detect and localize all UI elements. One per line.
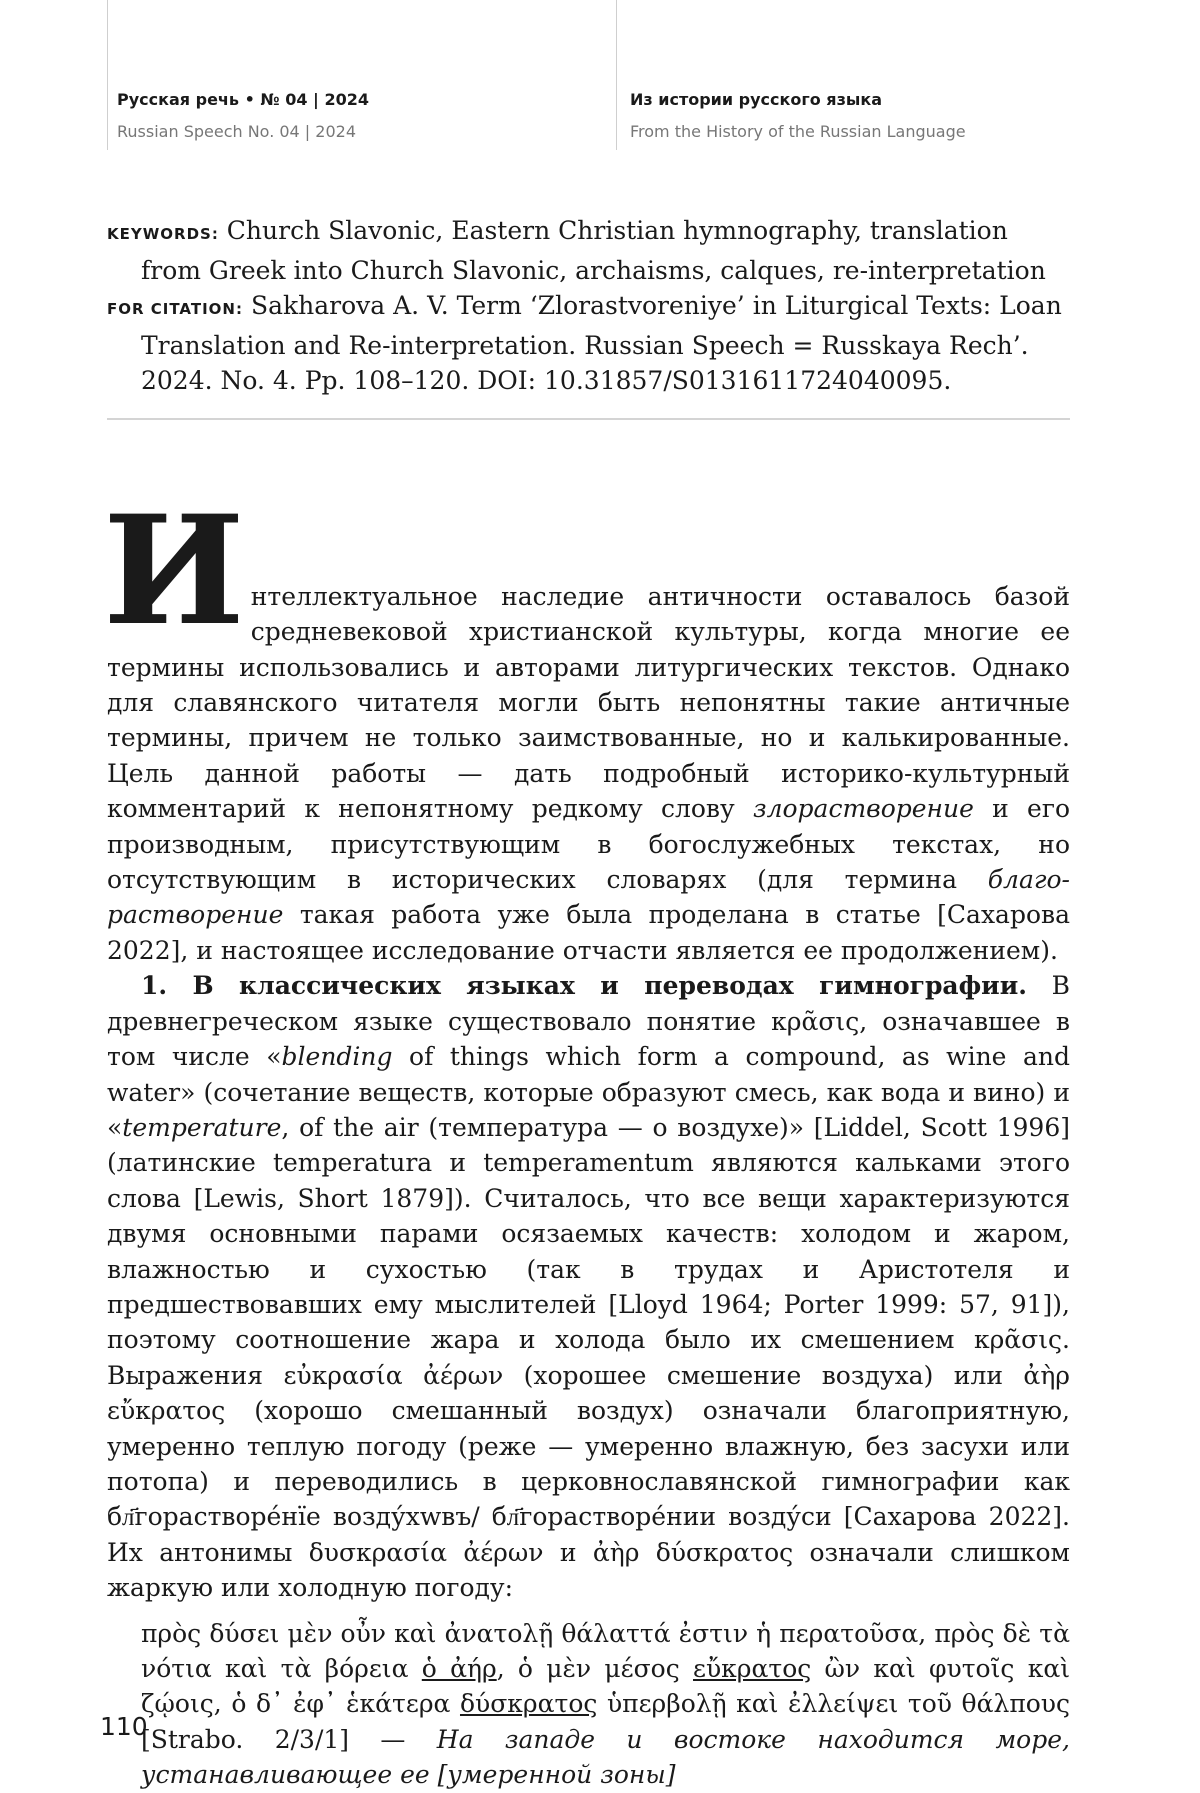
journal-title: Русская речь • № 04 | 2024	[117, 90, 369, 109]
journal-title-en: Russian Speech No. 04 | 2024	[117, 122, 356, 141]
meta-divider	[107, 418, 1070, 420]
keywords-text: Church Slavonic, Eastern Christian hymnography, translation from Greek into Church Slavonic, archaisms, calques, re-interpretation	[141, 216, 1046, 285]
header-divider-left	[107, 0, 108, 150]
keywords	[107, 213, 1070, 288]
section-title-en: From the History of the Russian Language	[630, 122, 966, 141]
article-body	[103, 483, 1070, 1793]
section-1-heading: 1. В классических языках и переводах гимнографии.	[141, 971, 1027, 1001]
section-1-paragraph: 1. В классических языках и переводах гимнографии. В древнегреческом языке существовало понятие κρᾶσις, означавшее в том числе «blending of things which form a compound, as wine and water» (сочетание веществ, которые образуют смесь, как вода и вино) и «temperature, of the air (температура — о воздухе)» [Liddel, Scott 1996] (латинские temperatura и temperamentum являются кальками этого слова [Lewis, Short 1879]). Считалось, что все вещи характеризуются двумя основными парами осязаемых качеств: холодом и жаром, влажностью и сухостью (так в трудах и Аристотеля и предшествовавших ему мыслителей [Lloyd 1964; Porter 1999: 57, 91]), поэтому соотношение жара и холода было их смешением κρᾶσις. Выражения εὐκρασία ἀέρων (хорошее смешение воздуха) или ἀὴρ εὔκρατος (хорошо смешанный воздух) означали благоприятную, умеренно теплую погоду (реже — умеренно влажную, без засухи или потопа) и переводились в церковнославянской гимнографии как бл҃горастворе́нїе возду́хwвъ/ бл҃горастворе́нии возду́си [Сахарова 2022]. Их антонимы δυσκρασία ἀέρων и ἀὴρ δύσκρατος означали слишком жаркую или холодную погоду:	[107, 971, 1070, 1603]
journal-header	[117, 84, 369, 148]
citation-text: Sakharova A. V. Term ‘Zlorastvoreniye’ in Liturgical Texts: Loan Translation and Re-interpretation. Russian Speech = Russkaya Rech’. 2024. No. 4. Pp. 108–120. DOI: 10.31857/S0131611724040095.	[141, 291, 1062, 395]
intro-paragraph: Интеллектуальное наследие античности оставалось базой средневековой христианской культуры, когда многие ее термины использовались и авторами литургических текстов. Однако для славянского читателя могли быть непонятны такие античные термины, причем не только заимствованные, но и калькированные. Цель данной работы — дать подробный историко-культурный комментарий к непонятному редкому слову злорастворение и его производным, присутствующим в богослужебных текстах, но отсутствующим в исторических словарях (для термина благорастворение такая работа уже была проделана в статье [Сахарова 2022], и настоящее исследование отчасти является ее продолжением).	[103, 483, 1070, 965]
keywords-label: KEYWORDS:	[107, 225, 219, 243]
citation	[107, 288, 1070, 399]
header-divider-right	[616, 0, 617, 150]
drop-cap: И	[103, 483, 245, 659]
article-meta	[107, 213, 1070, 399]
section-title: Из истории русского языка	[630, 90, 882, 109]
section-header	[630, 84, 966, 148]
citation-label: FOR CITATION:	[107, 300, 243, 318]
strabo-quote: πρὸς δύσει μὲν οὖν καὶ ἀνατολῇ θάλαττά ἐστιν ἡ περατοῦσα, πρὸς δὲ τὰ νότια καὶ τὰ βόρεια ὁ ἀήρ, ὁ μὲν μέσος εὔκρατος ὢν καὶ φυτοῖς καὶ ζῴοις, ὁ δ᾽ ἐφ᾽ ἑκάτερα δύσκρατος ὑπερβολῇ καὶ ἐλλείψει τοῦ θάλπους [Strabo. 2/3/1] — На западе и востоке находится море, устанавливающее ее [умеренной зоны]	[141, 1618, 1070, 1790]
page-number: 110	[100, 1712, 148, 1741]
